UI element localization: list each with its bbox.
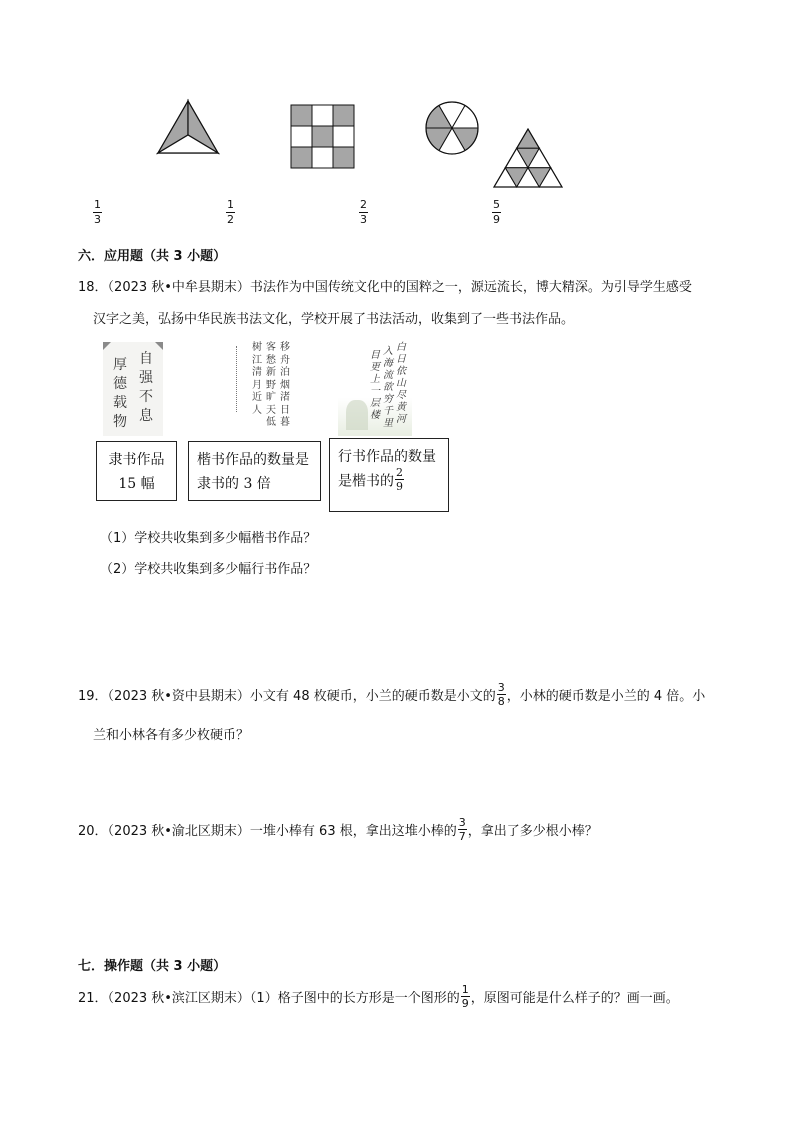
fraction-label-3: 2 3 [360, 198, 367, 226]
q18-text-line1: 18．（2023 秋•中牟县期末）书法作为中国传统文化中的国粹之一，源远流长，博大精深。为引导学生感受 [78, 280, 692, 295]
info-box-lishu: 隶书作品 15 幅 [96, 441, 177, 501]
info-box-xingshu: 行书作品的数量 是楷书的 $\frac{2}{9}$ [329, 438, 449, 512]
q21-fraction: $\frac{1}{9}$ [461, 983, 469, 1010]
q20-fraction: $\frac{3}{7}$ [458, 816, 466, 843]
artwork3-col2: 入 海 流 欲 穷 千 里 [383, 346, 393, 429]
calligraphy-artwork-xingshu [338, 340, 412, 436]
q19-text-line1: 19．（2023 秋•资中县期末）小文有 48 枚硬币，小兰的硬币数是小文的 $\frac{3}{8}$ ，小林的硬币数是小兰的 4 倍。小 [78, 681, 706, 708]
box3-fraction: $\frac{2}{9}$ [396, 466, 403, 493]
q18-text-line2: 汉字之美，弘扬中华民族书法文化，学校开展了书法活动，收集到了一些书法作品。 [93, 312, 575, 327]
fraction-label-4: 5 9 [493, 198, 500, 226]
calligraphy-artwork-lishu [103, 342, 163, 436]
artwork2-col2: 客 愁 新 野 旷 天 低 [266, 342, 276, 428]
q20-text: 20．（2023 秋•渝北区期末）一堆小棒有 63 根，拿出这堆小棒的 $\frac{3}{7}$ ，拿出了多少根小棒？ [78, 816, 598, 843]
q19-fraction: $\frac{3}{8}$ [497, 681, 505, 708]
landscape-decoration [346, 400, 368, 430]
section6-heading: 六．应用题（共 3 小题） [78, 249, 227, 264]
section7-heading: 七．操作题（共 3 小题） [78, 959, 227, 974]
info-box-kaishu: 楷书作品的数量是 隶书的 3 倍 [188, 441, 321, 501]
artwork1-col-right: 自 强 不 息 [139, 351, 153, 424]
artwork2-col3: 树 江 清 月 近 人 [252, 342, 262, 416]
circle-figure [426, 102, 478, 154]
q18-sub-question-1: （1）学校共收集到多少幅楷书作品？ [100, 531, 317, 546]
nine-triangle-figure [494, 129, 562, 187]
corner-decoration-icon [103, 342, 111, 350]
artwork1-col-left: 厚 德 载 物 [113, 357, 127, 430]
triangle-figure [158, 101, 218, 153]
q21-text: 21．（2023 秋•滨江区期末）（1）格子图中的长方形是一个图形的 $\frac{1}{9}$ ，原图可能是什么样子的？画一画。 [78, 983, 679, 1010]
q19-text-line2: 兰和小林各有多少枚硬币？ [93, 728, 250, 743]
fraction-label-2: 1 2 [227, 198, 234, 226]
artwork3-col3: 目 更 上 一 层 楼 [370, 350, 380, 421]
q18-sub-question-2: （2）学校共收集到多少幅行书作品？ [100, 562, 317, 577]
artwork2-col1: 移 舟 泊 烟 渚 日 暮 [280, 342, 290, 428]
calligraphy-artwork-kaishu [228, 342, 294, 434]
grid-figure [291, 105, 354, 168]
artwork3-col1: 白 日 依 山 尽 黄 河 [396, 342, 406, 425]
fraction-label-1: 1 3 [94, 198, 101, 226]
fraction-figures [150, 95, 580, 195]
